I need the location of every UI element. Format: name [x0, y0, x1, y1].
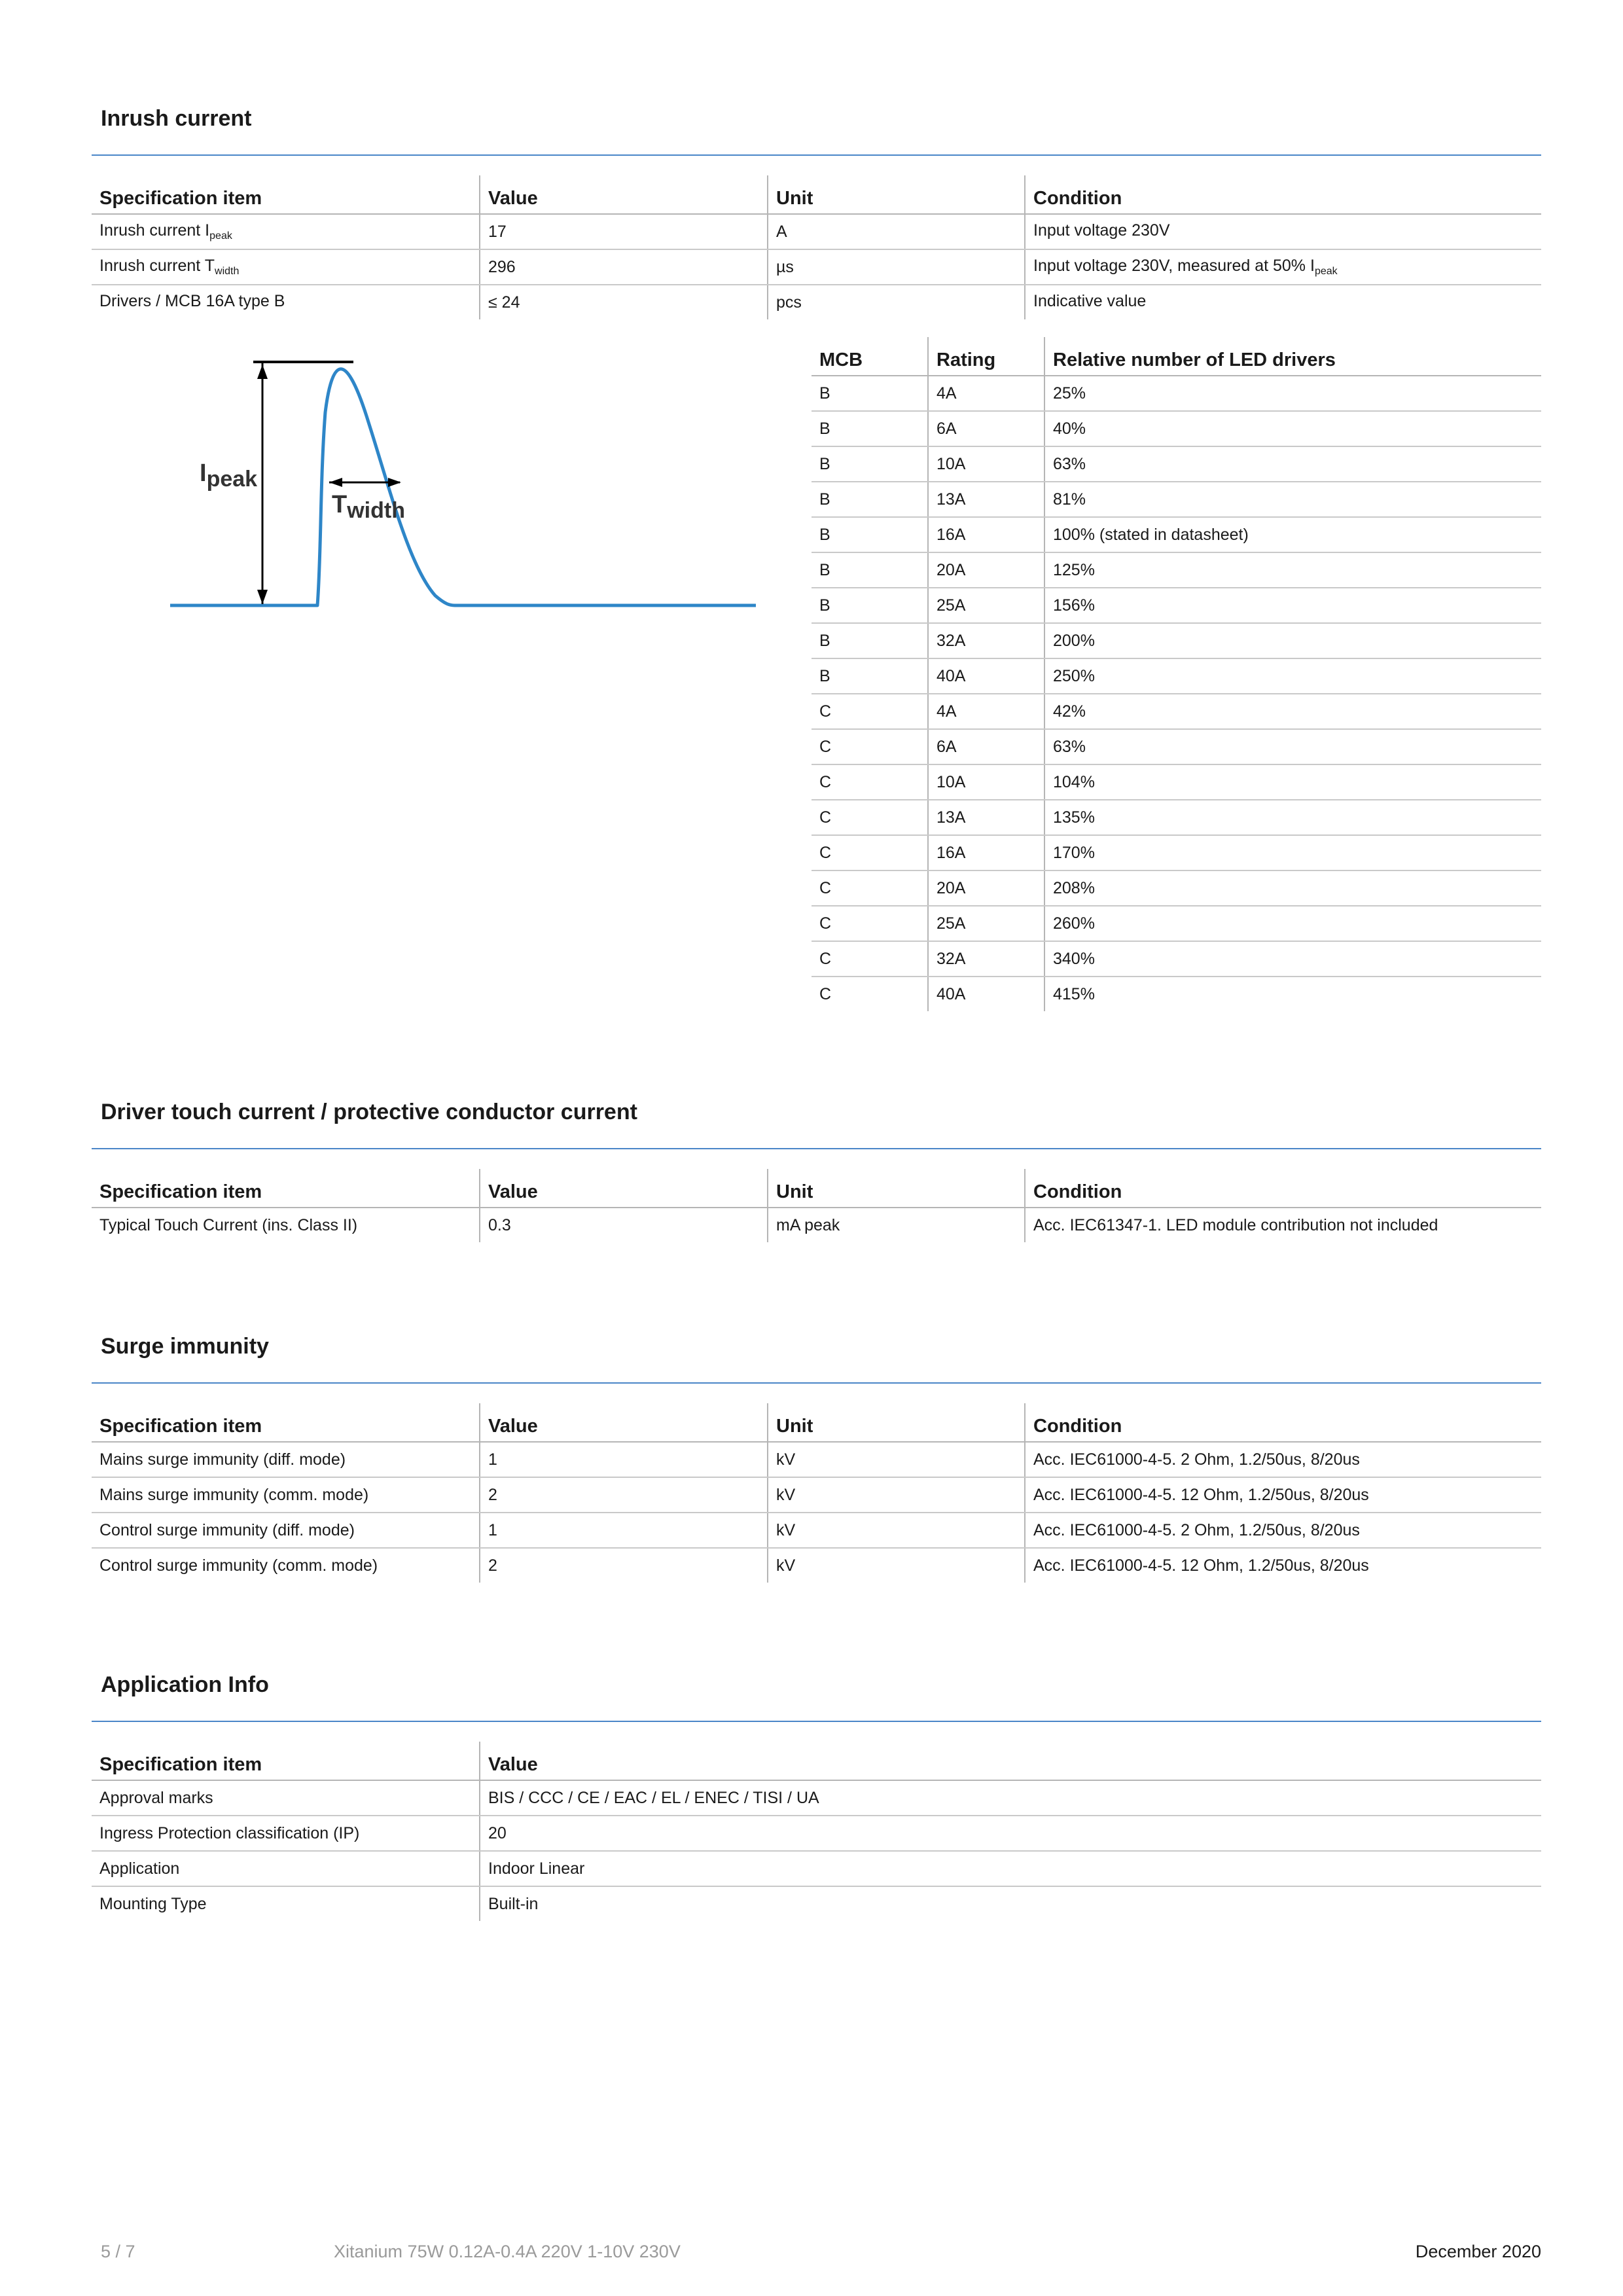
condition-cell	[1025, 285, 1541, 319]
mcb-type-cell: B	[812, 623, 928, 658]
table-row	[812, 552, 1541, 588]
application-info-table	[92, 1742, 1541, 1921]
table-row	[812, 800, 1541, 835]
table-row	[812, 906, 1541, 941]
twidth-label	[332, 491, 405, 523]
twidth-label-main: T	[332, 491, 348, 518]
spec-item-cell: Mounting Type	[99, 1894, 207, 1913]
relative-number-cell: 208%	[1044, 870, 1541, 906]
spec-item-text: Inrush current T	[99, 257, 215, 275]
table-row	[812, 835, 1541, 870]
ipeak-arrowhead-up	[257, 365, 268, 379]
spec-item-cell	[92, 214, 480, 249]
relative-number-cell: 260%	[1044, 906, 1541, 941]
table-row	[92, 1886, 1541, 1921]
twidth-label-sub: width	[347, 498, 405, 523]
unit-cell: pcs	[768, 285, 1025, 319]
rating-cell: 25A	[928, 588, 1044, 623]
mcb-type-cell: B	[812, 482, 928, 517]
column-header-spec-item: Specification item	[92, 1742, 480, 1780]
spec-item-cell: Ingress Protection classification (IP)	[92, 1816, 480, 1851]
mcb-type-cell: B	[812, 411, 928, 446]
column-header-value: Value	[480, 1403, 768, 1442]
spec-item-cell: Mains surge immunity (comm. mode)	[92, 1477, 480, 1513]
table-row	[812, 623, 1541, 658]
column-header-spec-item: Specification item	[92, 175, 480, 214]
condition-cell: Acc. IEC61000-4-5. 2 Ohm, 1.2/50us, 8/20us	[1025, 1513, 1541, 1548]
table-row	[92, 1477, 1541, 1513]
spec-item-cell	[92, 285, 480, 319]
condition-cell	[1025, 214, 1541, 249]
relative-number-cell: 415%	[1044, 977, 1541, 1011]
table-row	[812, 977, 1541, 1011]
ipeak-label	[200, 459, 257, 492]
column-header-condition: Condition	[1025, 1403, 1541, 1442]
table-header-row	[92, 175, 1541, 214]
column-header-relative-number: Relative number of LED drivers	[1044, 337, 1541, 376]
relative-number-cell: 340%	[1044, 941, 1541, 977]
value-cell: 17	[480, 214, 768, 249]
table-row	[92, 1816, 1541, 1851]
value-cell: 1	[480, 1442, 768, 1477]
column-header-spec-item: Specification item	[92, 1169, 480, 1208]
inrush-title-rule	[92, 154, 1541, 156]
spec-item-subscript: peak	[209, 230, 232, 242]
mcb-type-cell: C	[819, 984, 832, 1003]
twidth-arrowhead-right	[388, 478, 401, 487]
rating-cell: 6A	[928, 729, 1044, 764]
inrush-spec-table	[92, 175, 1541, 319]
application-info-section-title: Application Info	[101, 1672, 269, 1697]
touch-current-title-rule	[92, 1148, 1541, 1149]
relative-number-cell: 135%	[1044, 800, 1541, 835]
unit-cell: kV	[768, 1477, 1025, 1513]
relative-number-cell: 170%	[1044, 835, 1541, 870]
ipeak-arrowhead-down	[257, 590, 268, 604]
table-row	[812, 588, 1541, 623]
relative-number-cell: 100% (stated in datasheet)	[1044, 517, 1541, 552]
value-cell: Built-in	[480, 1886, 1541, 1921]
table-header-row	[92, 1169, 1541, 1208]
value-cell: 0.3	[480, 1208, 768, 1242]
table-row	[92, 249, 1541, 285]
mcb-type-cell: C	[812, 870, 928, 906]
spec-item-cell: Control surge immunity (comm. mode)	[99, 1556, 378, 1575]
table-row	[812, 411, 1541, 446]
table-row	[92, 1780, 1541, 1816]
table-row	[812, 658, 1541, 694]
unit-cell: µs	[768, 249, 1025, 285]
rating-cell: 6A	[928, 411, 1044, 446]
rating-cell: 10A	[928, 446, 1044, 482]
table-row	[92, 1851, 1541, 1886]
spec-item-subscript: width	[215, 266, 240, 277]
surge-immunity-table	[92, 1403, 1541, 1583]
column-header-value: Value	[480, 1169, 768, 1208]
rating-cell: 40A	[928, 977, 1044, 1011]
rating-cell: 20A	[928, 870, 1044, 906]
table-row	[92, 1208, 1541, 1242]
relative-number-cell: 25%	[1044, 376, 1541, 411]
touch-current-section-title: Driver touch current / protective conductor current	[101, 1100, 637, 1124]
column-header-unit: Unit	[768, 1403, 1025, 1442]
table-row	[812, 517, 1541, 552]
mcb-type-cell: C	[812, 800, 928, 835]
mcb-type-cell: B	[812, 376, 928, 411]
condition-text: Input voltage 230V	[1033, 221, 1170, 240]
column-header-spec-item: Specification item	[92, 1403, 480, 1442]
mcb-type-cell: B	[812, 446, 928, 482]
mcb-table	[812, 337, 1541, 1011]
rating-cell: 25A	[928, 906, 1044, 941]
relative-number-cell: 200%	[1044, 623, 1541, 658]
inrush-waveform-curve	[170, 369, 756, 605]
mcb-type-cell: B	[812, 658, 928, 694]
condition-cell: Acc. IEC61000-4-5. 12 Ohm, 1.2/50us, 8/20us	[1025, 1477, 1541, 1513]
mcb-type-cell: B	[812, 517, 928, 552]
surge-immunity-title-rule	[92, 1382, 1541, 1384]
spec-item-text: Inrush current I	[99, 221, 210, 240]
relative-number-cell: 81%	[1044, 482, 1541, 517]
column-header-value: Value	[480, 175, 768, 214]
rating-cell: 10A	[928, 764, 1044, 800]
rating-cell: 32A	[928, 941, 1044, 977]
spec-item-cell	[92, 249, 480, 285]
column-header-unit: Unit	[768, 175, 1025, 214]
mcb-type-cell: C	[812, 835, 928, 870]
footer-product-name: Xitanium 75W 0.12A-0.4A 220V 1-10V 230V	[334, 2242, 681, 2261]
table-row	[92, 214, 1541, 249]
table-row	[812, 376, 1541, 411]
table-row	[812, 694, 1541, 729]
table-row	[812, 941, 1541, 977]
condition-cell	[1025, 249, 1541, 285]
table-row	[812, 870, 1541, 906]
value-cell: 2	[480, 1477, 768, 1513]
table-header-row	[92, 1742, 1541, 1780]
column-header-rating: Rating	[928, 337, 1044, 376]
condition-text: Input voltage 230V, measured at 50% I	[1033, 257, 1315, 275]
value-cell: 2	[480, 1548, 768, 1583]
column-header-condition: Condition	[1025, 1169, 1541, 1208]
relative-number-cell: 125%	[1044, 552, 1541, 588]
unit-cell: mA peak	[768, 1208, 1025, 1242]
spec-item-cell: Control surge immunity (diff. mode)	[92, 1513, 480, 1548]
table-header-row	[92, 1403, 1541, 1442]
rating-cell: 20A	[928, 552, 1044, 588]
relative-number-cell: 42%	[1044, 694, 1541, 729]
touch-current-table	[92, 1169, 1541, 1242]
value-cell: 20	[480, 1816, 1541, 1851]
inrush-section-title: Inrush current	[101, 106, 252, 131]
rating-cell: 16A	[928, 835, 1044, 870]
condition-subscript: peak	[1314, 266, 1338, 277]
ipeak-label-sub: peak	[206, 467, 258, 492]
table-row	[92, 285, 1541, 319]
spec-item-cell: Approval marks	[92, 1780, 480, 1816]
spec-item-cell: Mains surge immunity (diff. mode)	[92, 1442, 480, 1477]
spec-item-text: Drivers / MCB 16A type B	[99, 292, 285, 310]
unit-cell: kV	[768, 1513, 1025, 1548]
spec-item-cell: Typical Touch Current (ins. Class II)	[99, 1215, 358, 1234]
mcb-type-cell: C	[812, 729, 928, 764]
ipeak-label-main: I	[200, 459, 207, 487]
surge-immunity-section-title: Surge immunity	[101, 1334, 269, 1359]
table-row	[812, 729, 1541, 764]
mcb-type-cell: C	[812, 694, 928, 729]
relative-number-cell: 63%	[1044, 729, 1541, 764]
rating-cell: 4A	[928, 376, 1044, 411]
mcb-type-cell: B	[812, 588, 928, 623]
value-cell: 296	[480, 249, 768, 285]
rating-cell: 32A	[928, 623, 1044, 658]
relative-number-cell: 40%	[1044, 411, 1541, 446]
table-row	[812, 764, 1541, 800]
rating-cell: 4A	[928, 694, 1044, 729]
footer-date: December 2020	[1415, 2242, 1541, 2261]
rating-cell: 13A	[928, 800, 1044, 835]
condition-cell: Acc. IEC61000-4-5. 12 Ohm, 1.2/50us, 8/20us	[1025, 1548, 1541, 1583]
inrush-waveform-diagram	[167, 350, 759, 625]
unit-cell: kV	[768, 1548, 1025, 1583]
table-header-row	[812, 337, 1541, 376]
column-header-condition: Condition	[1025, 175, 1541, 214]
table-row	[92, 1513, 1541, 1548]
column-header-value: Value	[480, 1742, 1541, 1780]
mcb-type-cell: B	[812, 552, 928, 588]
footer-page-number: 5 / 7	[101, 2242, 135, 2261]
value-cell: Indoor Linear	[480, 1851, 1541, 1886]
column-header-mcb: MCB	[812, 337, 928, 376]
column-header-unit: Unit	[768, 1169, 1025, 1208]
condition-cell: Acc. IEC61000-4-5. 2 Ohm, 1.2/50us, 8/20us	[1025, 1442, 1541, 1477]
mcb-type-cell: C	[812, 941, 928, 977]
relative-number-cell: 156%	[1044, 588, 1541, 623]
unit-cell: kV	[768, 1442, 1025, 1477]
twidth-arrowhead-left	[329, 478, 342, 487]
value-cell: 1	[480, 1513, 768, 1548]
table-row	[92, 1548, 1541, 1583]
condition-cell: Acc. IEC61347-1. LED module contribution not included	[1025, 1208, 1541, 1242]
rating-cell: 16A	[928, 517, 1044, 552]
spec-item-cell: Application	[92, 1851, 480, 1886]
relative-number-cell: 63%	[1044, 446, 1541, 482]
rating-cell: 13A	[928, 482, 1044, 517]
value-cell: ≤ 24	[480, 285, 768, 319]
value-cell: BIS / CCC / CE / EAC / EL / ENEC / TISI / UA	[480, 1780, 1541, 1816]
table-row	[812, 482, 1541, 517]
application-info-title-rule	[92, 1721, 1541, 1722]
condition-text: Indicative value	[1033, 292, 1147, 310]
mcb-type-cell: C	[812, 906, 928, 941]
mcb-type-cell: C	[812, 764, 928, 800]
table-row	[812, 446, 1541, 482]
relative-number-cell: 104%	[1044, 764, 1541, 800]
unit-cell: A	[768, 214, 1025, 249]
table-row	[92, 1442, 1541, 1477]
rating-cell: 40A	[928, 658, 1044, 694]
relative-number-cell: 250%	[1044, 658, 1541, 694]
